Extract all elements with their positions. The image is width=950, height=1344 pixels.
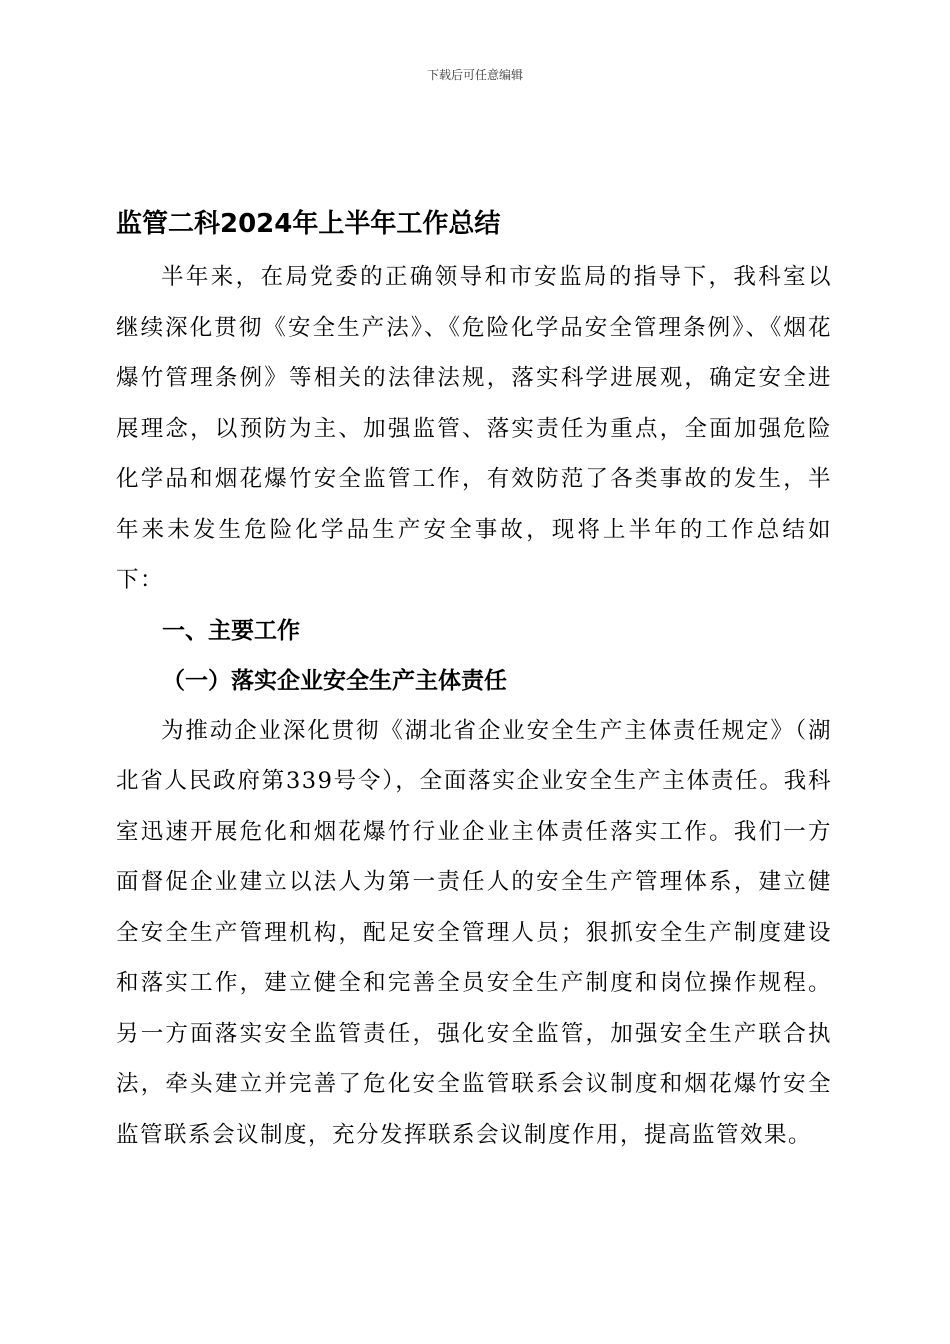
document-body xyxy=(116,202,832,1160)
section-heading-main-work: 一、主要工作 xyxy=(162,617,300,644)
subsection-heading-responsibility: （一）落实企业安全生产主体责任 xyxy=(162,667,507,694)
intro-paragraph: 半年来，在局党委的正确领导和市安监局的指导下，我科室以继续深化贯彻《安全生产法》、《危险化学品安全管理条例》、《烟花爆竹管理条例》等相关的法律法规，落实科学进展观，确定安全进展理念，以预防为主、加强监管、落实责任为重点，全面加强危险化学品和烟花爆竹安全监管工作，有效防范了各类事故的发生，半年来未发生危险化学品生产安全事故，现将上半年的工作总结如下： xyxy=(116,264,832,593)
header-note: 下载后可任意编辑 xyxy=(426,68,523,82)
document-title: 监管二科2024年上半年工作总结 xyxy=(116,209,501,239)
subsection-paragraph-responsibility: 为推动企业深化贯彻《湖北省企业安全生产主体责任规定》（湖北省人民政府第339号令），全面落实企业安全生产主体责任。我科室迅速开展危化和烟花爆竹行业企业主体责任落实工作。我们一方面督促企业建立以法人为第一责任人的安全生产管理体系，建立健全安全生产管理机构，配足安全管理人员；狠抓安全生产制度建设和落实工作，建立健全和完善全员安全生产制度和岗位操作规程。另一方面落实安全监管责任，强化安全监管，加强安全生产联合执法，牵头建立并完善了危化安全监管联系会议制度和烟花爆竹安全监管联系会议制度，充分发挥联系会议制度作用，提高监管效果。 xyxy=(116,717,832,1148)
